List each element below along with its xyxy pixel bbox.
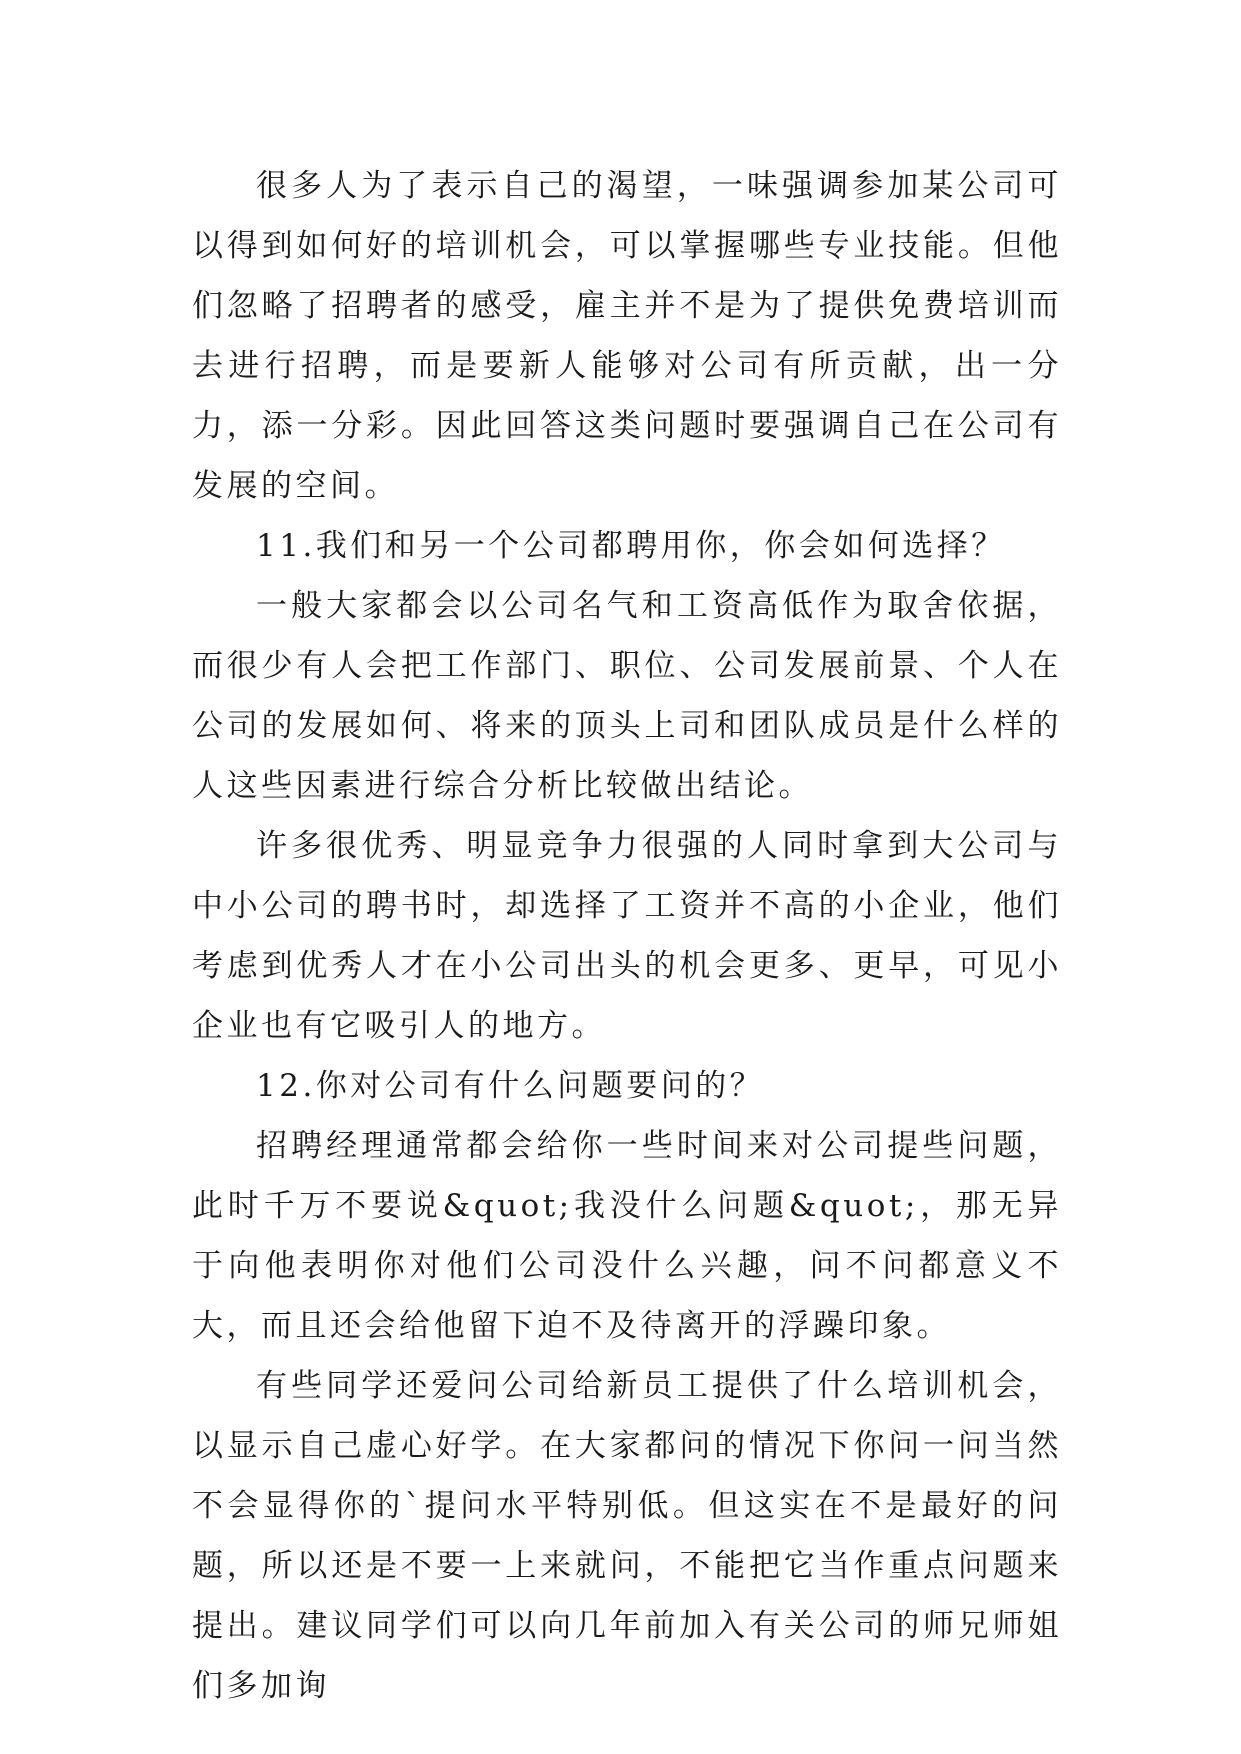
paragraph-small-company-choice: 许多很优秀、明显竞争力很强的人同时拿到大公司与中小公司的聘书时，却选择了工资并不高的小企业，他们考虑到优秀人才在小公司出头的机会更多、更早，可见小企业也有它吸引人的地方。 xyxy=(192,828,1062,1044)
question-11-heading: 11.我们和另一个公司都聘用你，你会如何选择？ xyxy=(256,528,1006,564)
question-12-heading: 12.你对公司有什么问题要问的？ xyxy=(256,1068,765,1104)
paragraph-training-emphasis: 很多人为了表示自己的渴望，一味强调参加某公司可以得到如何好的培训机会，可以掌握哪些专业技能。但他们忽略了招聘者的感受，雇主并不是为了提供免费培训而去进行招聘，而是要新人能够对公司有所贡献，出一分力，添一分彩。因此回答这类问题时要强调自己在公司有发展的空间。 xyxy=(192,168,1062,504)
paragraph-training-question: 有些同学还爱问公司给新员工提供了什么培训机会，以显示自己虚心好学。在大家都问的情况下你问一问当然不会显得你的`提问水平特别低。但这实在不是最好的问题，所以还是不要一上来就问，不能把它当作重点问题来提出。建议同学们可以向几年前加入有关公司的师兄师姐们多加询 xyxy=(192,1368,1062,1704)
paragraph-ask-questions: 招聘经理通常都会给你一些时间来对公司提些问题，此时千万不要说&quot;我没什么问题&quot;，那无异于向他表明你对他们公司没什么兴趣，问不问都意义不大，而且还会给他留下迫不及待离开的浮躁印象。 xyxy=(192,1128,1062,1344)
paragraph-selection-criteria: 一般大家都会以公司名气和工资高低作为取舍依据，而很少有人会把工作部门、职位、公司发展前景、个人在公司的发展如何、将来的顶头上司和团队成员是什么样的人这些因素进行综合分析比较做出结论。 xyxy=(192,588,1062,804)
document-body xyxy=(192,156,1062,1716)
